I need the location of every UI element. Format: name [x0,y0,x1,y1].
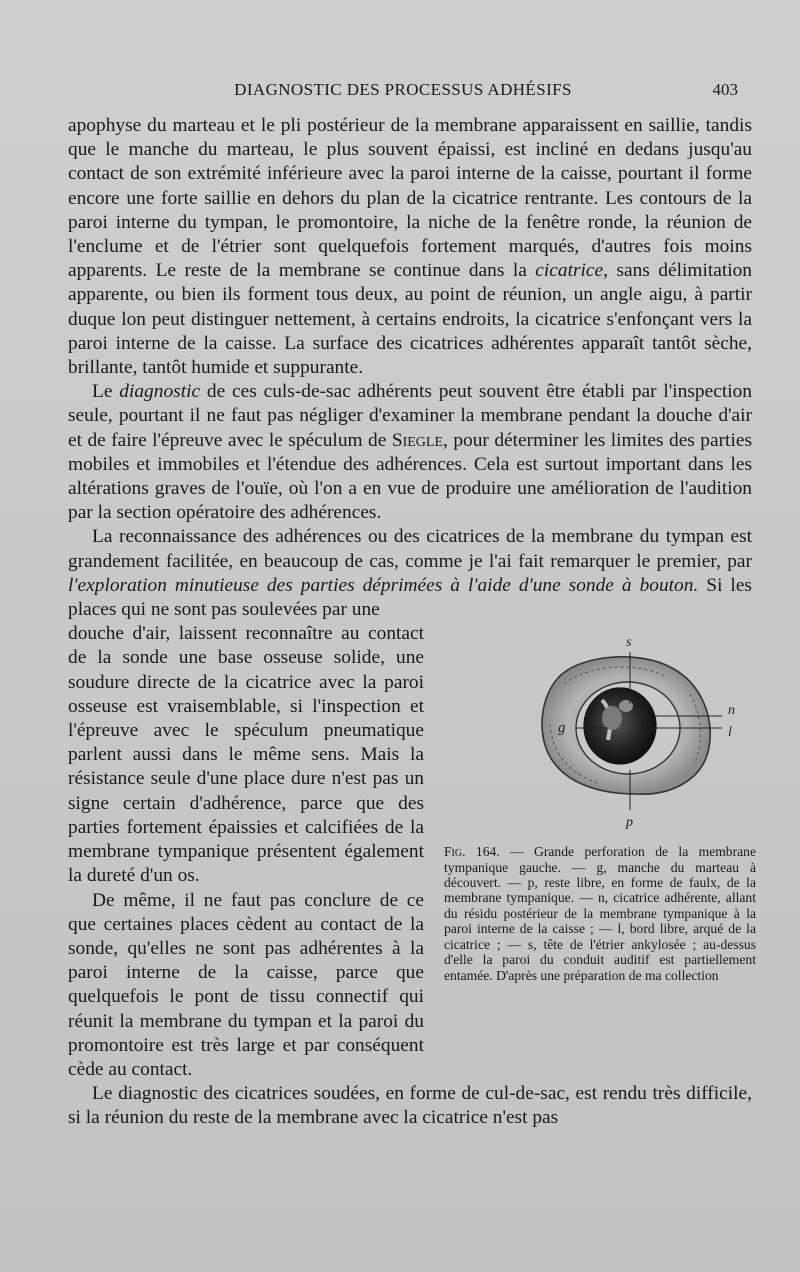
running-title: DIAGNOSTIC DES PROCESSUS ADHÉSIFS [234,80,572,99]
figure-wrap-block [68,622,756,1082]
paragraph-2 [68,380,752,525]
paragraph-3-end: Si les places qui ne sont pas soulevées par une [68,574,752,621]
paragraph-4: De même, il ne faut pas conclure de ce que certaines places cèdent au contact de la sonde, qu'elles ne sont pas adhérentes à la paroi interne de la caisse, parce que quelquefois le pont de tissu connectif qui réunit la membrane du tympan et la paroi du promontoire est très large et par conséquent cède au contact. [68,889,424,1080]
page-number: 403 [712,80,738,99]
running-header [68,80,738,104]
paragraph-5: Le diagnostic des cicatrices soudées, en forme de cul-de-sac, est rendu très difficile, si la réunion du reste de la membrane avec la cicatrice n'est pas [68,1083,752,1129]
body-text [68,114,756,1131]
paragraph-1-end: , sans délimitation apparente, ou bien ils forment tous deux, au point de réunion, un angle aigu, à partir duque lon peut distinguer nettement, à certains endroits, la cicatrice s'enfonçant vers la paroi interne de la caisse. La surface des cicatrices adhérentes apparaît tantôt sèche, brillante, tantôt humide et suppurante. [68,260,752,379]
narrow-column [68,622,424,1082]
paragraph-1-italic: cicatrice [535,260,604,282]
perforation [584,688,656,764]
figure-caption-text: — Grande perforation de la membrane tympanique gauche. — g, manche du marteau à découvert. — p, reste libre, en forme de faulx, de la membrane tympanique. — n, cicatrice adhérente, allant du résidu postérieur de la membrane tympanique à la paroi interne de la caisse ; — l, bord libre, arqué de la cicatrice ; — s, tête de l'étrier ankylosée ; au-dessus d'elle la paroi du conduit auditif est partiellement entamée. D'après une préparation de ma collection [444,844,756,983]
label-s: s [626,635,632,651]
promontory-highlight [602,706,622,730]
stapes-head [619,700,633,712]
paragraph-1 [68,114,752,380]
label-l: l [728,725,732,741]
tympanic-membrane-illustration [440,624,756,834]
paragraph-3 [68,525,752,622]
label-p: p [626,815,633,831]
figure-number: Fig. 164. [444,844,500,860]
label-g: g [558,720,566,737]
paragraph-2-mid: de ces culs-de-sac adhérents peut souvent être établi par l'inspection seule, pourtant il ne faut pas négliger d'examiner la membrane pendant la douche d'air et de faire l'épreuve avec le spéculum de [68,381,752,451]
paragraph-1-text: apophyse du marteau et le pli postérieur de la membrane apparaissent en saillie, tandis que le manche du marteau, le plus souvent épaissi, est incliné en dedans jusqu'au contact de son extrémité inférieure avec la paroi interne de la caisse, pourtant il forme encore une forte saillie en dehors du plan de la cicatrice rentrante. Les contours de la paroi interne du tympan, le promontoire, la niche de la fenêtre ronde, la réunion de l'enclume et de l'étrier sont quelquefois fortement marqués, d'autres fois moins apparents. Le reste de la membrane se continue dans la [68,115,752,282]
paragraph-2-italic: diagnostic [119,381,201,403]
paragraph-3-start: La reconnaissance des adhérences ou des cicatrices de la membrane du tympan est grandement facilitée, en beaucoup de cas, comme je l'ai fait remarquer le premier, par [68,526,752,572]
paragraph-3-wrap: douche d'air, laissent reconnaître au contact de la sonde une base osseuse solide, une soudure directe de la cicatrice avec la paroi osseuse est vraisemblable, si l'inspection et l'épreuve avec le spéculum pneumatique parlent aussi dans le même sens. Mais la résistance seule d'une place dure n'est pas un signe certain d'adhérence, parce que des parties fortement épaissies et calcifiées de la membrane tympanique présentent également la dureté d'un os. [68,623,424,887]
author-name-siegle: Siegle [391,429,444,451]
paragraph-2-start: Le [92,381,120,403]
paragraph-2-end: , pour déterminer les limites des parties mobiles et immobiles et l'étendue des adhérences. Cela est surtout important dans les altérations graves de l'ouïe, où l'on a en vue de produire une amélioration de l'audition par la section opératoire des adhérences. [68,429,752,524]
figure-caption [440,844,756,983]
label-n: n [728,703,735,719]
figure-164 [440,624,756,983]
paragraph-3-italic: l'exploration minutieuse des parties déprimées à l'aide d'une sonde à bouton. [68,574,699,596]
